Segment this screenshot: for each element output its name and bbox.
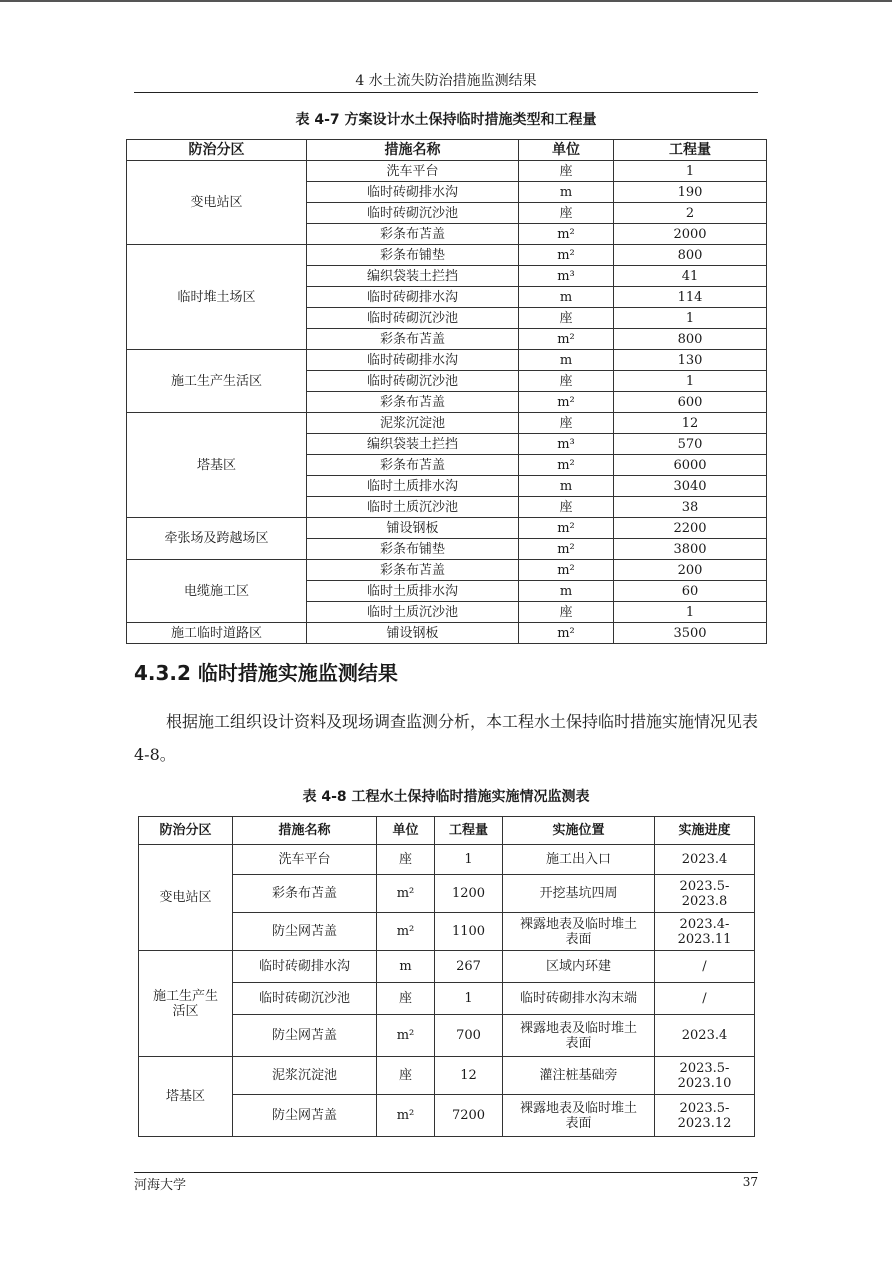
quantity-cell: 200 (614, 560, 767, 581)
section-paragraph: 根据施工组织设计资料及现场调查监测分析，本工程水土保持临时措施实施情况见表 4-8。 (134, 712, 759, 764)
quantity-cell: 3500 (614, 623, 767, 644)
measure-name-cell: 临时土质沉沙池 (307, 497, 519, 518)
unit-cell: m³ (519, 434, 614, 455)
unit-cell: m (519, 182, 614, 203)
unit-cell: m (519, 350, 614, 371)
quantity-cell: 570 (614, 434, 767, 455)
measure-name-cell: 临时土质沉沙池 (307, 602, 519, 623)
location-cell: 施工出入口 (503, 845, 655, 875)
measure-name-cell: 临时土质排水沟 (307, 476, 519, 497)
table-4-8 (138, 816, 755, 1137)
progress-cell: 2023.4- 2023.11 (655, 913, 755, 951)
measure-name-cell: 铺设钢板 (307, 623, 519, 644)
measure-name-cell: 防尘网苫盖 (233, 1095, 377, 1137)
quantity-cell: 190 (614, 182, 767, 203)
table-row (139, 1057, 755, 1095)
measure-name-cell: 临时土质排水沟 (307, 581, 519, 602)
table-row (127, 518, 767, 539)
measure-name-cell: 泥浆沉淀池 (307, 413, 519, 434)
column-header: 单位 (519, 140, 614, 161)
table-4-8-body (139, 845, 755, 1137)
quantity-cell: 800 (614, 329, 767, 350)
quantity-cell: 700 (435, 1015, 503, 1057)
measure-name-cell: 防尘网苫盖 (233, 913, 377, 951)
progress-cell: 2023.5- 2023.12 (655, 1095, 755, 1137)
table-row (139, 845, 755, 875)
measure-name-cell: 临时砖砌沉沙池 (307, 203, 519, 224)
table-row (127, 245, 767, 266)
unit-cell: m (519, 581, 614, 602)
unit-cell: m² (519, 560, 614, 581)
table-row (127, 413, 767, 434)
page-number: 37 (742, 1175, 758, 1189)
unit-cell: m² (519, 455, 614, 476)
quantity-cell: 2 (614, 203, 767, 224)
progress-cell: / (655, 983, 755, 1015)
unit-cell: 座 (519, 161, 614, 182)
quantity-cell: 114 (614, 287, 767, 308)
quantity-cell: 1 (614, 308, 767, 329)
quantity-cell: 1 (614, 602, 767, 623)
measure-name-cell: 临时砖砌沉沙池 (307, 371, 519, 392)
table-row (139, 951, 755, 983)
unit-cell: m (519, 287, 614, 308)
progress-cell: 2023.5- 2023.8 (655, 875, 755, 913)
unit-cell: m³ (519, 266, 614, 287)
measure-name-cell: 彩条布苫盖 (233, 875, 377, 913)
running-header: 4 水土流失防治措施监测结果 (134, 70, 758, 93)
unit-cell: 座 (519, 203, 614, 224)
unit-cell: m² (519, 518, 614, 539)
quantity-cell: 1200 (435, 875, 503, 913)
zone-cell: 塔基区 (127, 413, 307, 518)
unit-cell: 座 (377, 845, 435, 875)
quantity-cell: 1 (435, 983, 503, 1015)
quantity-cell: 3800 (614, 539, 767, 560)
quantity-cell: 800 (614, 245, 767, 266)
measure-name-cell: 临时砖砌沉沙池 (307, 308, 519, 329)
progress-cell: / (655, 951, 755, 983)
table-row (127, 350, 767, 371)
zone-cell: 施工临时道路区 (127, 623, 307, 644)
measure-name-cell: 彩条布苫盖 (307, 224, 519, 245)
progress-cell: 2023.5- 2023.10 (655, 1057, 755, 1095)
unit-cell: m (377, 951, 435, 983)
measure-name-cell: 编织袋装土拦挡 (307, 434, 519, 455)
unit-cell: 座 (519, 602, 614, 623)
quantity-cell: 41 (614, 266, 767, 287)
column-header: 措施名称 (233, 817, 377, 845)
unit-cell: m² (519, 245, 614, 266)
quantity-cell: 12 (435, 1057, 503, 1095)
measure-name-cell: 彩条布苫盖 (307, 392, 519, 413)
location-cell: 裸露地表及临时堆土 表面 (503, 1015, 655, 1057)
unit-cell: m² (377, 913, 435, 951)
quantity-cell: 1 (435, 845, 503, 875)
column-header: 防治分区 (127, 140, 307, 161)
measure-name-cell: 洗车平台 (307, 161, 519, 182)
measure-name-cell: 彩条布苫盖 (307, 455, 519, 476)
unit-cell: m² (519, 329, 614, 350)
quantity-cell: 1 (614, 161, 767, 182)
zone-cell: 塔基区 (139, 1057, 233, 1137)
location-cell: 临时砖砌排水沟末端 (503, 983, 655, 1015)
quantity-cell: 2200 (614, 518, 767, 539)
measure-name-cell: 洗车平台 (233, 845, 377, 875)
unit-cell: 座 (519, 413, 614, 434)
zone-cell: 施工生产生 活区 (139, 951, 233, 1057)
unit-cell: m² (377, 875, 435, 913)
quantity-cell: 60 (614, 581, 767, 602)
table-4-8-caption: 表 4-8 工程水土保持临时措施实施情况监测表 (302, 789, 590, 805)
quantity-cell: 1 (614, 371, 767, 392)
unit-cell: m² (519, 539, 614, 560)
column-header: 工程量 (435, 817, 503, 845)
top-border-line (0, 0, 892, 2)
column-header: 工程量 (614, 140, 767, 161)
column-header: 防治分区 (139, 817, 233, 845)
unit-cell: 座 (519, 308, 614, 329)
zone-cell: 变电站区 (139, 845, 233, 951)
measure-name-cell: 彩条布铺垫 (307, 539, 519, 560)
measure-name-cell: 彩条布苫盖 (307, 560, 519, 581)
quantity-cell: 1100 (435, 913, 503, 951)
table-4-7 (126, 139, 767, 644)
quantity-cell: 7200 (435, 1095, 503, 1137)
column-header: 单位 (377, 817, 435, 845)
section-heading: 4.3.2 临时措施实施监测结果 (134, 661, 398, 685)
quantity-cell: 12 (614, 413, 767, 434)
measure-name-cell: 编织袋装土拦挡 (307, 266, 519, 287)
footer-institution: 河海大学 (134, 1178, 187, 1193)
unit-cell: m² (519, 623, 614, 644)
quantity-cell: 600 (614, 392, 767, 413)
unit-cell: m (519, 476, 614, 497)
measure-name-cell: 临时砖砌排水沟 (307, 350, 519, 371)
measure-name-cell: 临时砖砌排水沟 (307, 182, 519, 203)
progress-cell: 2023.4 (655, 845, 755, 875)
measure-name-cell: 临时砖砌沉沙池 (233, 983, 377, 1015)
zone-cell: 施工生产生活区 (127, 350, 307, 413)
measure-name-cell: 临时砖砌排水沟 (233, 951, 377, 983)
quantity-cell: 130 (614, 350, 767, 371)
location-cell: 裸露地表及临时堆土 表面 (503, 913, 655, 951)
zone-cell: 电缆施工区 (127, 560, 307, 623)
column-header: 实施位置 (503, 817, 655, 845)
quantity-cell: 267 (435, 951, 503, 983)
table-4-7-body (127, 161, 767, 644)
measure-name-cell: 防尘网苫盖 (233, 1015, 377, 1057)
location-cell: 灌注桩基础旁 (503, 1057, 655, 1095)
unit-cell: 座 (377, 1057, 435, 1095)
unit-cell: m² (377, 1095, 435, 1137)
unit-cell: 座 (519, 371, 614, 392)
unit-cell: m² (519, 392, 614, 413)
measure-name-cell: 泥浆沉淀池 (233, 1057, 377, 1095)
location-cell: 区域内环建 (503, 951, 655, 983)
unit-cell: 座 (377, 983, 435, 1015)
table-row (127, 560, 767, 581)
zone-cell: 临时堆土场区 (127, 245, 307, 350)
footer-rule (134, 1172, 758, 1173)
unit-cell: m² (519, 224, 614, 245)
measure-name-cell: 临时砖砌排水沟 (307, 287, 519, 308)
table-row (127, 161, 767, 182)
zone-cell: 牵张场及跨越场区 (127, 518, 307, 560)
quantity-cell: 2000 (614, 224, 767, 245)
unit-cell: m² (377, 1015, 435, 1057)
measure-name-cell: 彩条布铺垫 (307, 245, 519, 266)
location-cell: 裸露地表及临时堆土 表面 (503, 1095, 655, 1137)
table-row (127, 623, 767, 644)
progress-cell: 2023.4 (655, 1015, 755, 1057)
measure-name-cell: 彩条布苫盖 (307, 329, 519, 350)
quantity-cell: 38 (614, 497, 767, 518)
table-4-7-caption: 表 4-7 方案设计水土保持临时措施类型和工程量 (295, 112, 597, 128)
quantity-cell: 6000 (614, 455, 767, 476)
location-cell: 开挖基坑四周 (503, 875, 655, 913)
unit-cell: 座 (519, 497, 614, 518)
zone-cell: 变电站区 (127, 161, 307, 245)
quantity-cell: 3040 (614, 476, 767, 497)
column-header: 实施进度 (655, 817, 755, 845)
measure-name-cell: 铺设钢板 (307, 518, 519, 539)
column-header: 措施名称 (307, 140, 519, 161)
